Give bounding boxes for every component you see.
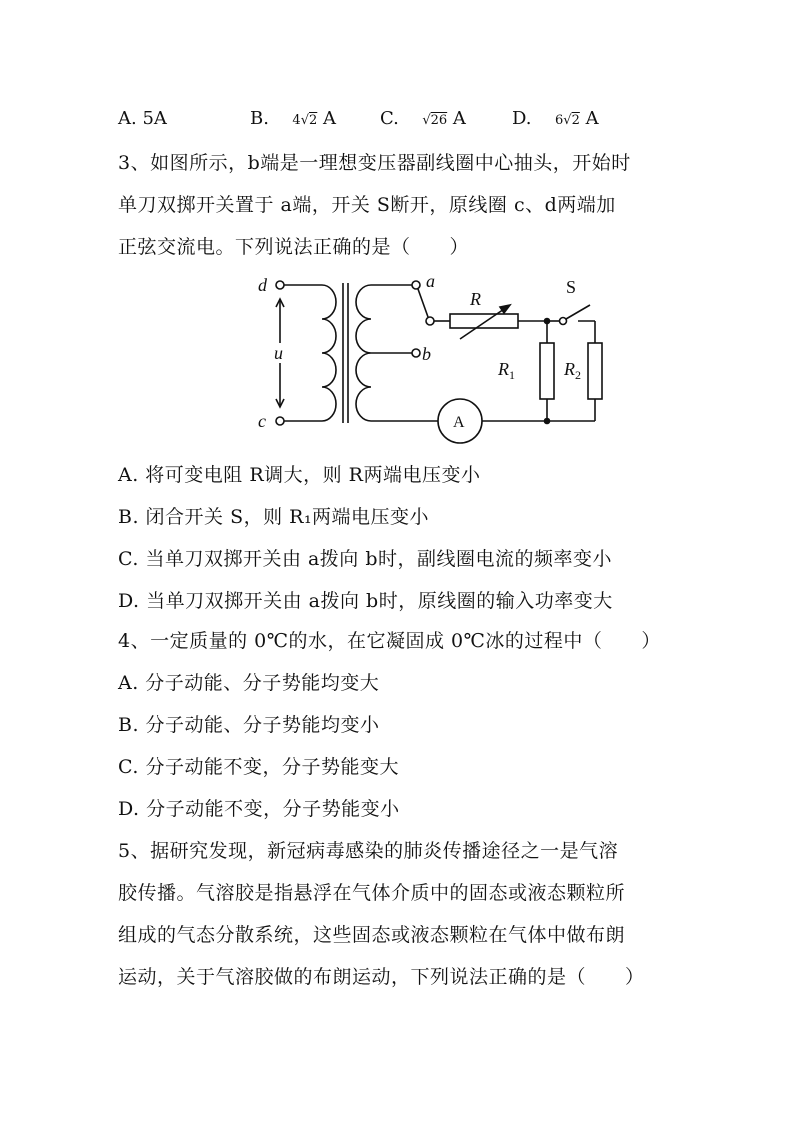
q3-option-a: A. 将可变电阻 R调大，则 R两端电压变小 (118, 464, 481, 486)
label-a: a (426, 271, 435, 291)
q4-option-d: D. 分子动能不变，分子势能变小 (118, 798, 400, 820)
q3-stem-line3: 正弦交流电。下列说法正确的是（ ） (118, 236, 470, 258)
q2-option-d: D. 6√2 A (512, 108, 599, 129)
q3-option-b: B. 闭合开关 S，则 R₁两端电压变小 (118, 506, 430, 528)
q4-option-a: A. 分子动能、分子势能均变大 (118, 672, 380, 694)
q4-option-c: C. 分子动能不变，分子势能变大 (118, 756, 399, 778)
q2-option-b-coef: 4 (292, 113, 301, 128)
q2-option-c: C. √26 A (380, 108, 466, 129)
q2-option-d-radicand: 2 (571, 113, 580, 128)
label-u: u (274, 343, 283, 363)
q3-option-c: C. 当单刀双掷开关由 a拨向 b时，副线圈电流的频率变小 (118, 548, 613, 570)
q2-option-b: B. 4√2 A (250, 108, 337, 129)
q2-option-c-label: C. (380, 108, 399, 129)
q5-stem-line1: 5、据研究发现，新冠病毒感染的肺炎传播途径之一是气溶 (118, 840, 619, 862)
label-r: R (470, 289, 481, 309)
q2-option-b-radicand: 2 (309, 113, 318, 128)
q5-stem-line2: 胶传播。气溶胶是指悬浮在气体介质中的固态或液态颗粒所 (118, 882, 626, 904)
q3-stem-line2: 单刀双掷开关置于 a端，开关 S断开，原线圈 c、d两端加 (118, 194, 616, 216)
q4-option-b: B. 分子动能、分子势能均变小 (118, 714, 380, 736)
q3-stem-line1: 3、如图所示，b端是一理想变压器副线圈中心抽头，开始时 (118, 152, 631, 174)
q2-option-d-coef: 6 (554, 113, 564, 128)
q2-option-c-unit: A (452, 108, 466, 129)
q5-stem-line3: 组成的气态分散系统，这些固态或液态颗粒在气体中做布朗 (118, 924, 626, 946)
q2-option-c-radicand: 26 (430, 113, 448, 128)
label-s: S (566, 277, 577, 297)
label-c: c (258, 411, 266, 431)
q2-option-a: A. 5A (118, 108, 167, 129)
ammeter-label: A (453, 414, 465, 431)
q2-option-d-label: D. (512, 108, 532, 129)
label-r1: $R_1$ (498, 359, 515, 382)
label-b: b (422, 344, 431, 364)
q5-stem-line4: 运动，关于气溶胶做的布朗运动，下列说法正确的是（ ） (118, 966, 645, 988)
q2-option-b-unit: A (323, 108, 337, 129)
q4-stem: 4、一定质量的 0℃的水，在它凝固成 0℃冰的过程中（ ） (118, 630, 661, 652)
q3-option-d: D. 当单刀双掷开关由 a拨向 b时，原线圈的输入功率变大 (118, 590, 613, 612)
label-d: d (258, 275, 267, 295)
label-r2: $R_2$ (564, 359, 581, 382)
transformer-circuit-diagram (250, 265, 620, 445)
q2-option-d-unit: A (585, 108, 599, 129)
q2-option-b-label: B. (250, 108, 269, 129)
